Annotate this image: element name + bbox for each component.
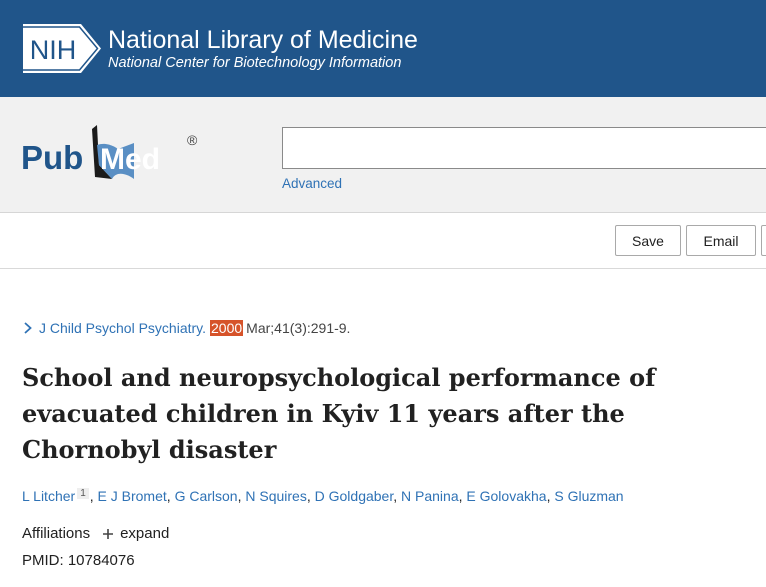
author-link[interactable]: L Litcher: [22, 488, 76, 504]
svg-text:®: ®: [187, 132, 198, 148]
pmid-label: PMID:: [22, 552, 64, 569]
citation-details: Mar;41(3):291-9.: [246, 320, 351, 336]
nih-logo-icon[interactable]: [23, 24, 103, 73]
chevron-right-icon[interactable]: [23, 322, 33, 334]
author-link[interactable]: E Golovakha: [466, 488, 547, 504]
advanced-search-link[interactable]: Advanced: [282, 176, 343, 191]
year-highlight: 2000: [211, 320, 243, 336]
journal-citation: [23, 320, 350, 336]
expand-label: expand: [120, 525, 170, 542]
article-title: School and neuropsychological performance of evacuated children in Kyiv 11 years after the Chornobyl disaster: [22, 363, 656, 464]
author-link[interactable]: N Squires: [245, 488, 307, 504]
author-link[interactable]: E J Bromet: [97, 488, 167, 504]
author-link[interactable]: S Gluzman: [554, 488, 624, 504]
pmid-line: [22, 552, 135, 569]
svg-text:Pub: Pub: [21, 139, 84, 176]
pmid-value: 10784076: [67, 552, 135, 569]
nih-subtitle: National Center for Biotechnology Information: [108, 55, 402, 71]
svg-text:Med: Med: [100, 143, 160, 176]
plus-icon: [102, 528, 114, 540]
authors-list: L Litcher 1 , E J Bromet, G Carlson, N Squires, D Goldgaber, N Panina, E Golovakha, S Gluzman: [22, 488, 624, 504]
nih-title[interactable]: National Library of Medicine: [108, 26, 418, 54]
author-link[interactable]: N Panina: [401, 488, 459, 504]
svg-text:NIH: NIH: [29, 35, 77, 65]
more-actions-button[interactable]: [761, 225, 766, 256]
author-link[interactable]: G Carlson: [174, 488, 238, 504]
search-input[interactable]: [282, 127, 766, 169]
nih-header: [0, 0, 766, 97]
pubmed-logo-icon[interactable]: [20, 119, 205, 187]
save-button[interactable]: Save: [615, 225, 681, 256]
affiliations-row: [22, 525, 169, 542]
author-link[interactable]: D Goldgaber: [314, 488, 394, 504]
action-bar: [0, 213, 766, 269]
journal-link[interactable]: J Child Psychol Psychiatry.: [39, 320, 207, 336]
email-button[interactable]: Email: [686, 225, 756, 256]
search-area: [0, 97, 766, 213]
affiliations-label: Affiliations: [22, 525, 91, 542]
expand-affiliations-button[interactable]: [102, 525, 169, 542]
affiliation-number[interactable]: 1: [77, 488, 89, 499]
